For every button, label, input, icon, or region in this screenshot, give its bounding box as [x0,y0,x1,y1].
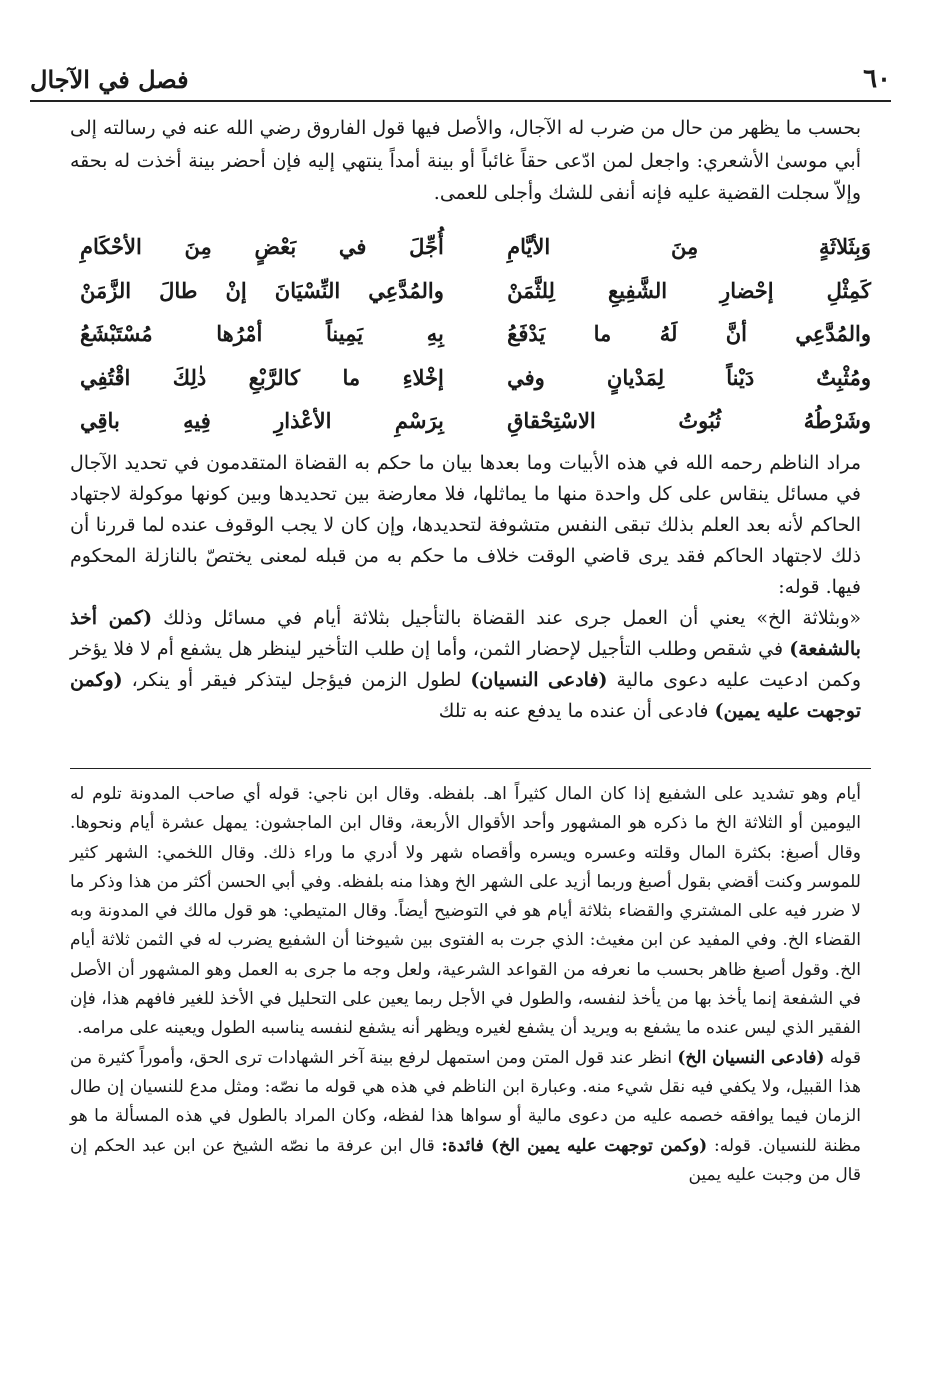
intro-paragraph [70,112,861,210]
verse-second-hemistich: بِرَسْمِ الأعْذارِ فِيهِ باقِي [80,408,444,434]
commentary-bold-term: (وكمن توجهت عليه يمين) [70,669,861,722]
commentary-text: في شقص وطلب التأجيل لإحضار الثمن، وأما إن طلب التأخير لينظر هل يشفع أم لا فلا يؤخر وكمن ادعيت عليه دعوى مالية [70,638,862,691]
footnote-text: قوله [829,1047,862,1068]
page-header [30,60,891,98]
footnote-text: قال ابن عرفة ما نصّه الشيخ عن ابن عبد الحكم إن قال من وجبت عليه يمين [70,1135,861,1185]
commentary-bold-term: (كمن أخذ بالشفعة) [70,607,861,660]
commentary-text: فادعى أن عنده ما يدفع عنه به تلك [438,700,709,722]
verse-second-hemistich: والمُدَّعِي النِّسْيَانَ إنْ طالَ الزَّمَنْ [80,277,444,303]
verse-row [80,225,871,269]
verse-first-hemistich: والمُدَّعِي أنَّ لَهُ ما يَدْفَعُ [507,321,871,347]
commentary-paragraph-2 [70,603,861,727]
verse-first-hemistich: كَمِثْلِ إحْضارِ الشَّفِيعِ لِلثَّمَنْ [507,277,871,303]
verse-second-hemistich: بِهِ يَمِيناً أمْرُها مُسْتَبْشَعُ [80,321,444,347]
verse-first-hemistich: وَبِثَلاثَةٍ مِنَ الأيَّامِ [507,234,871,260]
commentary [70,448,861,727]
verse-row [80,356,871,400]
verse-second-hemistich: أُجِّلَ في بَعْضٍ مِنَ الأحْكَامِ [80,234,444,260]
verse-row [80,399,871,443]
poem-verses [80,225,871,443]
chapter-title: فصل في الآجال [30,64,189,94]
verse-row [80,269,871,313]
footnote-text: انظر عند قول المتن ومن استمهل لرفع بينة آخر الشهادات ترى الحق، وأموراً كثيرة من هذا القبيل، ولا يكفي فيه نقل شيء منه. وعبارة ابن الناظم في هذه هي قوله ما نصّه: ومثل مدع للنسيان إن طال الزمان فيما يوافقه خصمه عليه من دعوى مالية أو سواها هذا لفظه، وكان المراد بالطول في هذه المسألة ما هو مظنة للنسيان. قوله: [70,1047,862,1156]
header-divider [30,100,891,102]
footnote-divider [70,768,871,769]
page-number: ٦٠ [863,64,891,94]
footnote-bold-term: (وكمن توجهت عليه يمين الخ) فائدة: [441,1135,708,1156]
verse-first-hemistich: وشَرْطُهُ ثُبُوتُ الاسْتِحْقاقِ [507,408,871,434]
footnote-paragraph-2 [70,1044,861,1190]
verse-row [80,312,871,356]
intro-text: بحسب ما يظهر من حال من ضرب له الآجال، والأصل فيها قول الفاروق رضي الله عنه في رسالته إلى أبي موسىٰ الأشعري: واجعل لمن ادّعى حقاً غائباً أو بينة أمداً ينتهي إليه فإن أحضر بينة أخذت له بحقه وإلاّ سجلت القضية عليه فإنه أنفى للشك وأجلى للعمى. [70,117,861,204]
verse-second-hemistich: إخْلاءِ ما كالرَّبْعِ ذٰلِكَ اقْتُفِي [80,364,444,390]
footnote-bold-term: (فادعى النسيان الخ) [677,1047,825,1068]
commentary-text: «وبثلاثة الخ» يعني أن العمل جرى عند القضاة بالتأجيل بثلاثة أيام في مسائل وذلك [163,607,861,629]
footnotes [70,780,861,1190]
verse-first-hemistich: ومُثْبِتٌ دَيْناً لِمَدْيانٍ وفي [507,364,871,390]
commentary-paragraph-1: مراد الناظم رحمه الله في هذه الأبيات وما بعدها بيان ما حكم به القضاة المتقدمون في تحديد الآجال في مسائل ينقاس على كل واحدة منها ما يماثلها، فلا معارضة بين تحديدها وبين كونها موكولة لاجتهاد الحاكم لأنه بعد العلم بذلك تبقى النفس متشوفة لتحديدها، وإن كان لا يجب الوقوف عنده لما قررنا أن ذلك لاجتهاد الحاكم فقد يرى قاضي الوقت خلاف ما حكم به من قبله لمعنى يختصّ بالنازلة المحكوم فيها. قوله: [70,452,861,598]
footnote-paragraph-1: أيام وهو تشديد على الشفيع إذا كان المال كثيراً اهـ. بلفظه. وقال ابن ناجي: قوله أي صاحب المدونة تلوم له اليومين أو الثلاثة الخ ما ذكره هو المشهور وأحد الأقوال الأربعة، وقال ابن الماجشون: يمهل عشرة أيام ونحوها. وقال أصبغ: بكثرة المال وقلته وعسره ويسره وأقصاه شهر ولا أدري ما وراء ذلك. وقال اللخمي: الشهر كثير للموسر وكنت أقضي بقول أصبغ وربما أزيد على الشهر الخ وهذا منه بلفظه. وفي أبي الحسن أكثر من هذا وذكر ما لا ضرر فيه على المشتري والقضاء بثلاثة أيام هو في التوضيح أيضاً. وقال المتيطي: هو قول مالك في المدونة وبه القضاء الخ. وفي المفيد عن ابن مغيث: الذي جرت به الفتوى بين شيوخنا أن الشفيع يضرب له في الثمن ثلاثة أيام الخ. وقول أصبغ ظاهر بحسب ما نعرفه من القواعد الشرعية، ولعل وجه ما جرى به العمل وهو المشهور أن الأصل في الشفعة إنما يأخذ بها من يأخذ لنفسه، والطول في الأجل ربما يعين على التحليل في الأخذ للغير فافهم هذا، فإن الفقير الذي ليس عنده ما يشفع به ويريد أن يشفع لغيره ويظهر أنه يشفع لنفسه يناسبه الطول ويعينه على مرامه. [70,784,861,1039]
commentary-text: لطول الزمن فيؤجل ليتذكر فيقر أو ينكر، [131,669,462,691]
commentary-bold-term: (فادعى النسيان) [470,669,608,691]
